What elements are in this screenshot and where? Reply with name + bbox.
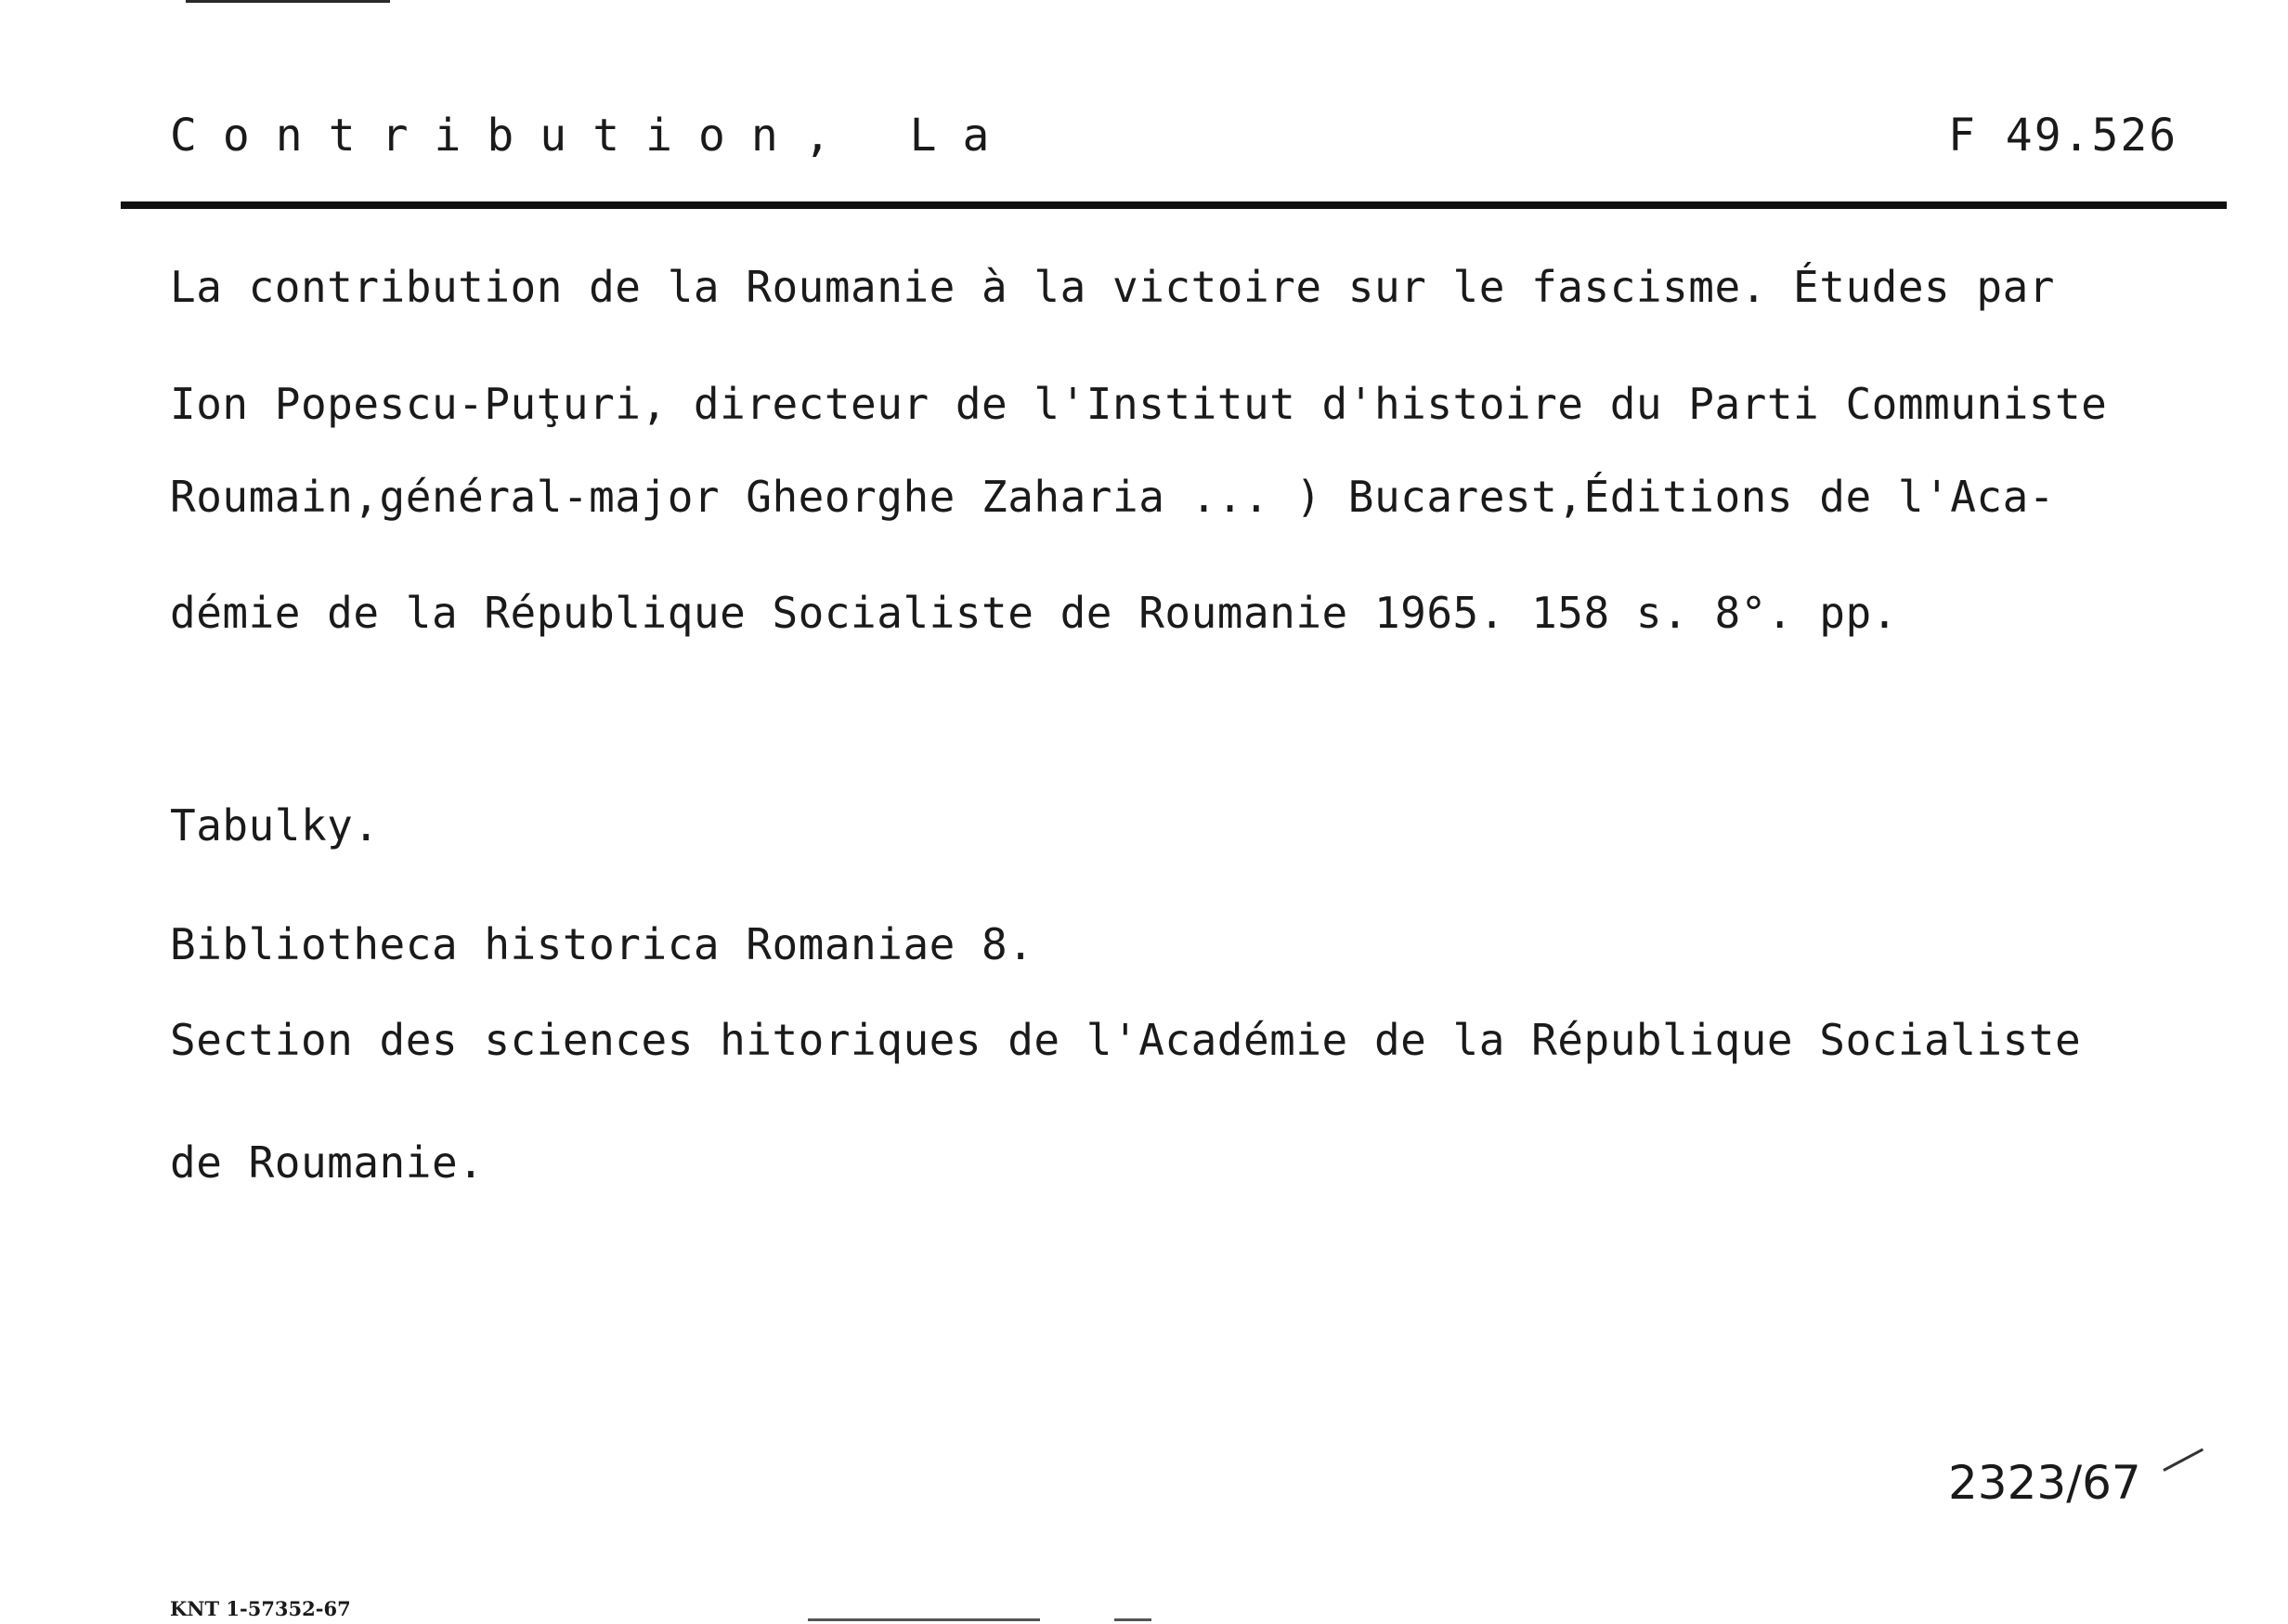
note-line-tables: Tabulky. <box>170 800 380 851</box>
description-line-2: Ion Popescu-Puţuri, directeur de l'Institut d'histoire du Parti Communiste <box>170 379 2108 429</box>
call-number: F 49.526 <box>1948 110 2178 162</box>
printer-mark: KNT 1-57352-67 <box>170 1597 351 1620</box>
bottom-edge-mark <box>808 1618 1040 1621</box>
section-line-1: Section des sciences hitoriques de l'Académie de la République Socialiste <box>170 1015 2082 1065</box>
handwritten-tick-mark <box>2163 1449 2204 1472</box>
top-edge-line <box>186 0 390 3</box>
accession-number: 2323/67 <box>1948 1456 2141 1510</box>
bottom-edge-mark <box>1114 1618 1151 1621</box>
heading-rule <box>121 201 2227 209</box>
series-line: Bibliotheca historica Romaniae 8. <box>170 919 1034 969</box>
section-line-2: de Roumanie. <box>170 1137 485 1188</box>
description-line-4: démie de la République Socialiste de Roumanie 1965. 158 s. 8°. pp. <box>170 588 1898 638</box>
description-line-3: Roumain,général-major Gheorghe Zaharia ... ) Bucarest,Éditions de l'Aca- <box>170 472 2055 522</box>
description-line-1: La contribution de la Roumanie à la victoire sur le fascisme. Études par <box>170 262 2055 312</box>
card-heading: Contribution, La <box>170 110 1016 162</box>
